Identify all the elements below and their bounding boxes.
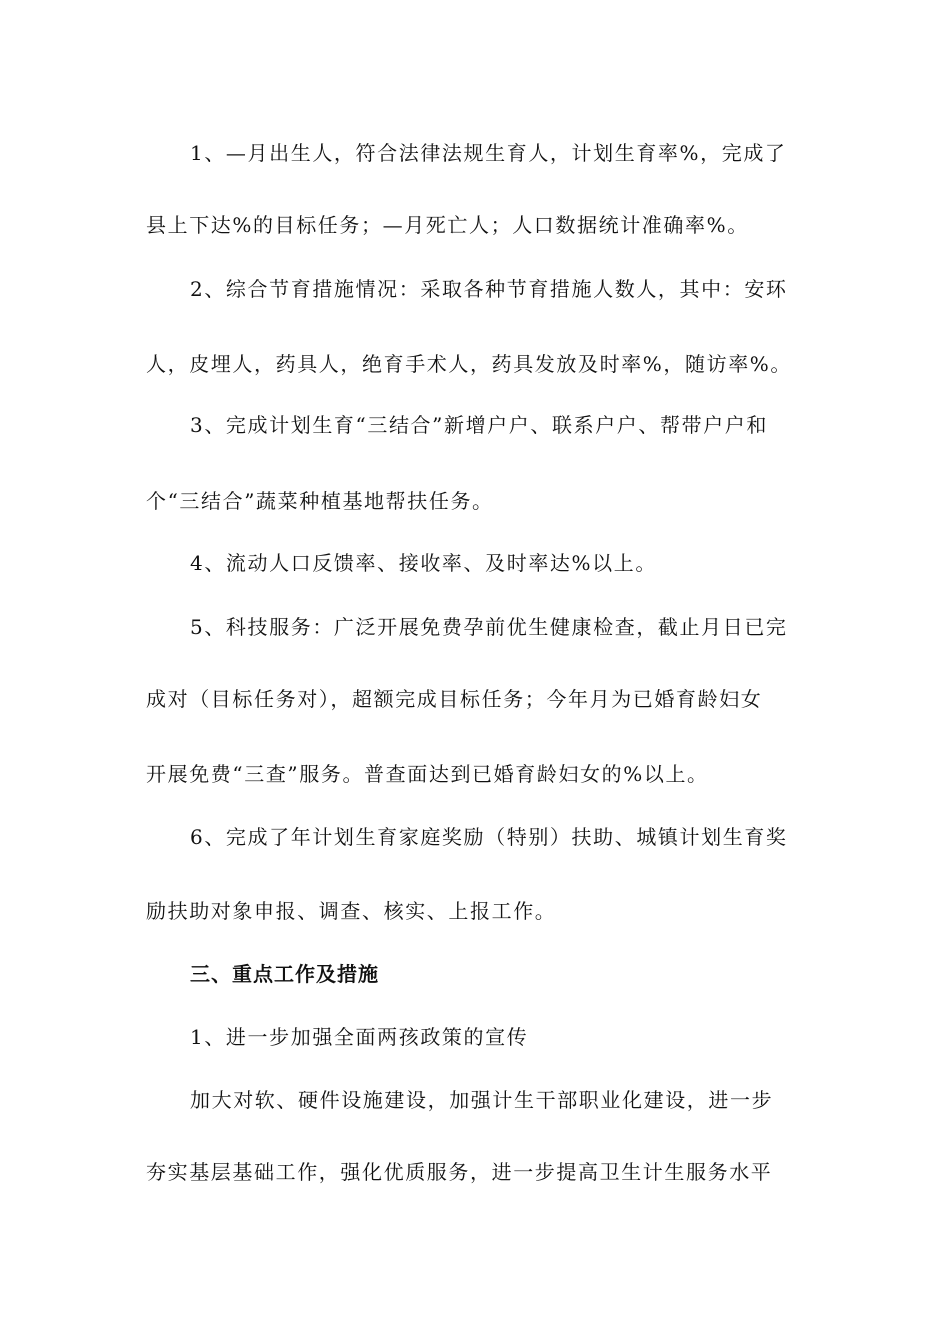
paragraph-line: 6、完成了年计划生育家庭奖励（特别）扶助、城镇计划生育奖: [190, 825, 788, 849]
paragraph-line: 励扶助对象申报、调查、核实、上报工作。: [146, 899, 557, 923]
paragraph-line: 成对（目标任务对），超额完成目标任务；今年月为已婚育龄妇女: [146, 687, 763, 711]
paragraph-line: 县上下达%的目标任务；—月死亡人；人口数据统计准确率%。: [146, 213, 749, 237]
paragraph-line: 2、综合节育措施情况：采取各种节育措施人数人，其中：安环: [190, 277, 788, 301]
paragraph-line: 加大对软、硬件设施建设，加强计生干部职业化建设，进一步: [190, 1088, 774, 1112]
paragraph-line: 4、流动人口反馈率、接收率、及时率达%以上。: [190, 551, 657, 575]
section-heading: 三、重点工作及措施: [190, 962, 379, 986]
paragraph-line: 开展免费“三查”服务。普查面达到已婚育龄妇女的%以上。: [146, 762, 709, 786]
subsection-title: 1、进一步加强全面两孩政策的宣传: [190, 1025, 529, 1049]
paragraph-line: 3、完成计划生育“三结合”新增户户、联系户户、帮带户户和: [190, 413, 768, 437]
paragraph-line: 5、科技服务：广泛开展免费孕前优生健康检查，截止月日已完: [190, 615, 788, 639]
paragraph-line: 人，皮埋人，药具人，绝育手术人，药具发放及时率%，随访率%。: [146, 352, 793, 376]
paragraph-line: 个“三结合”蔬菜种植基地帮扶任务。: [146, 489, 494, 513]
paragraph-line: 夯实基层基础工作，强化优质服务，进一步提高卫生计生服务水平: [146, 1160, 773, 1184]
paragraph-line: 1、—月出生人，符合法律法规生育人，计划生育率%，完成了: [190, 141, 787, 165]
